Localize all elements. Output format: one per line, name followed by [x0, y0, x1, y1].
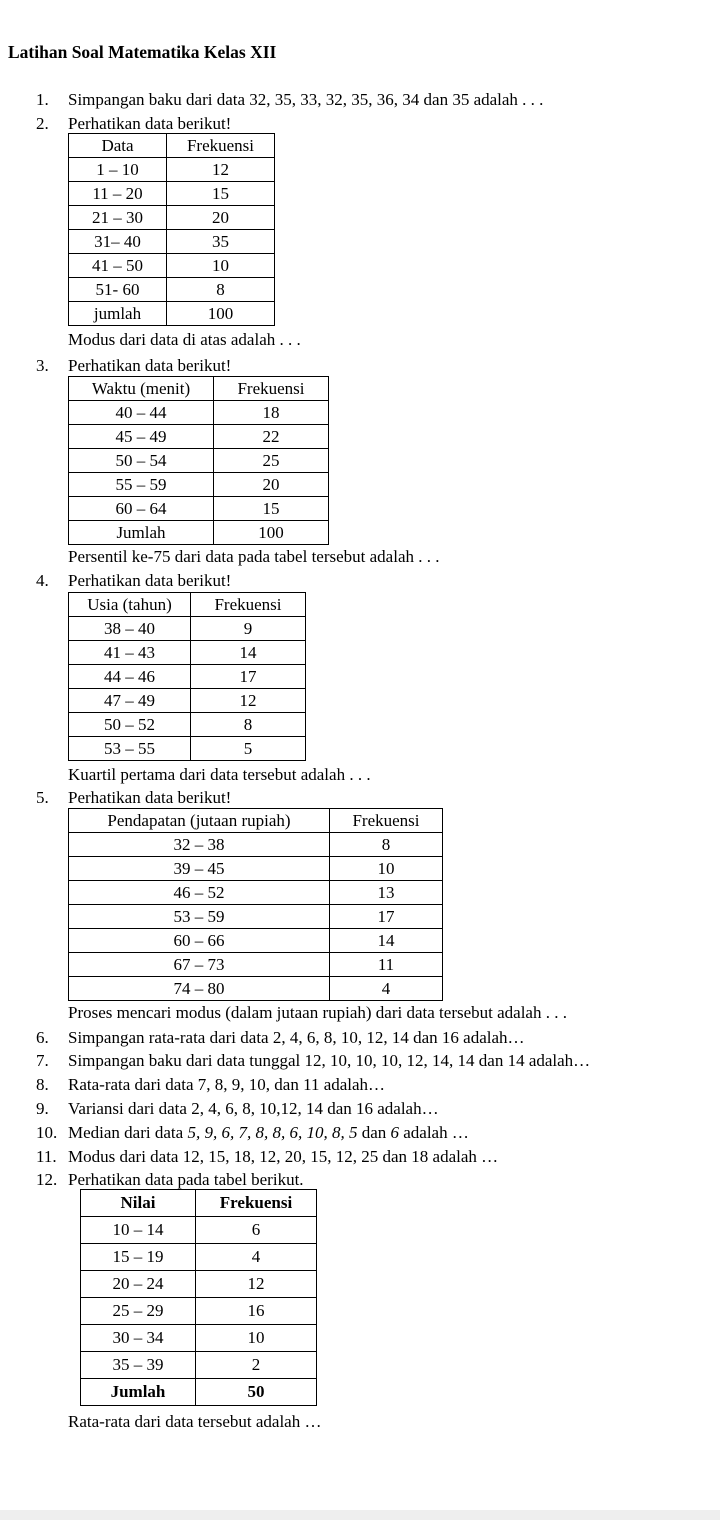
table-cell: Jumlah [69, 521, 214, 545]
table-row [69, 857, 443, 881]
column-header: Data [69, 134, 167, 158]
table-row [69, 881, 443, 905]
table-cell: 32 – 38 [69, 833, 330, 857]
table-row [69, 953, 443, 977]
question-data: 5, 9, 6, 7, 8, 8, 6, 10, 8, 5 [187, 1123, 358, 1142]
table-cell: 25 – 29 [81, 1298, 196, 1325]
table-cell: 4 [330, 977, 443, 1001]
question-number: 2. [36, 114, 49, 133]
table-cell: 10 [167, 254, 275, 278]
table-row [69, 497, 329, 521]
data-table-q4 [68, 592, 306, 761]
table-cell: 30 – 34 [81, 1325, 196, 1352]
table-row [69, 689, 306, 713]
table-cell: jumlah [69, 302, 167, 326]
table-row [69, 401, 329, 425]
table-cell: 50 – 54 [69, 449, 214, 473]
table-row [69, 641, 306, 665]
table-row [69, 737, 306, 761]
page-title: Latihan Soal Matematika Kelas XII [8, 42, 277, 62]
column-header: Waktu (menit) [69, 377, 214, 401]
table-row [69, 473, 329, 497]
question-prompt: Rata-rata dari data tersebut adalah … [68, 1412, 322, 1431]
question-prompt: Persentil ke-75 dari data pada tabel tersebut adalah . . . [68, 547, 440, 566]
data-table-q5 [68, 808, 443, 1001]
table-cell: 11 [330, 953, 443, 977]
table-cell: 10 [330, 857, 443, 881]
table-row [69, 833, 443, 857]
table-cell: 55 – 59 [69, 473, 214, 497]
question-number: 9. [36, 1099, 49, 1118]
question-3 [36, 354, 231, 378]
question-4 [36, 569, 231, 593]
table-cell: 53 – 59 [69, 905, 330, 929]
column-header: Pendapatan (jutaan rupiah) [69, 809, 330, 833]
table-cell: 10 – 14 [81, 1217, 196, 1244]
question-7 [36, 1049, 590, 1073]
column-header: Frekuensi [214, 377, 329, 401]
table-row [81, 1379, 317, 1406]
table-cell: 46 – 52 [69, 881, 330, 905]
question-intro: Perhatikan data berikut! [68, 114, 232, 133]
table-cell: 18 [214, 401, 329, 425]
question-9 [36, 1097, 439, 1121]
question-text: Variansi dari data 2, 4, 6, 8, 10,12, 14 dan 16 adalah… [68, 1099, 439, 1118]
question-number: 10. [36, 1123, 58, 1142]
data-table-q2 [68, 133, 275, 326]
question-number: 6. [36, 1028, 49, 1047]
table-row [69, 449, 329, 473]
table-cell: 2 [196, 1352, 317, 1379]
data-table-q3 [68, 376, 329, 545]
table-cell: 100 [214, 521, 329, 545]
question-text: Rata-rata dari data 7, 8, 9, 10, dan 11 adalah… [68, 1075, 386, 1094]
table-cell: 15 [167, 182, 275, 206]
table-cell: 51- 60 [69, 278, 167, 302]
question-prompt: Kuartil pertama dari data tersebut adalah . . . [68, 765, 371, 784]
table-cell: 22 [214, 425, 329, 449]
table-cell: 17 [330, 905, 443, 929]
question-number: 5. [36, 788, 49, 807]
question-intro: Perhatikan data berikut! [68, 788, 232, 807]
table-cell: 20 [167, 206, 275, 230]
table-row [81, 1325, 317, 1352]
table-cell: 12 [196, 1271, 317, 1298]
table-cell: 60 – 66 [69, 929, 330, 953]
table-cell: 20 [214, 473, 329, 497]
table-cell: 6 [196, 1217, 317, 1244]
table-row [69, 425, 329, 449]
table-row [69, 713, 306, 737]
question-number: 11. [36, 1147, 57, 1166]
question-number: 3. [36, 356, 49, 375]
table-cell: 13 [330, 881, 443, 905]
question-intro: Perhatikan data berikut! [68, 356, 232, 375]
table-cell: 12 [167, 158, 275, 182]
table-cell: 14 [330, 929, 443, 953]
question-number: 1. [36, 90, 49, 109]
table-cell: 8 [191, 713, 306, 737]
table-row [69, 182, 275, 206]
table-cell: 44 – 46 [69, 665, 191, 689]
table-cell: 41 – 50 [69, 254, 167, 278]
question-prompt: Modus dari data di atas adalah . . . [68, 330, 301, 349]
table-cell: 20 – 24 [81, 1271, 196, 1298]
question-text: adalah … [398, 1123, 469, 1142]
column-header: Nilai [81, 1190, 196, 1217]
column-header: Frekuensi [196, 1190, 317, 1217]
table-cell: 1 – 10 [69, 158, 167, 182]
table-row [81, 1298, 317, 1325]
table-row [81, 1352, 317, 1379]
question-number: 12. [36, 1170, 58, 1189]
question-number: 4. [36, 571, 49, 590]
table-cell: 8 [167, 278, 275, 302]
question-1 [36, 88, 543, 112]
table-cell: 50 – 52 [69, 713, 191, 737]
table-row [69, 302, 275, 326]
table-cell: 14 [191, 641, 306, 665]
table-cell: 50 [196, 1379, 317, 1406]
table-cell: 35 [167, 230, 275, 254]
table-cell: 5 [191, 737, 306, 761]
table-cell: 67 – 73 [69, 953, 330, 977]
table-row [69, 254, 275, 278]
table-cell: 9 [191, 617, 306, 641]
table-cell: 16 [196, 1298, 317, 1325]
table-row [69, 521, 329, 545]
column-header: Frekuensi [330, 809, 443, 833]
table-cell: 31– 40 [69, 230, 167, 254]
page-bottom-edge [0, 1510, 720, 1520]
question-data: 6 [390, 1123, 399, 1142]
question-11 [36, 1145, 498, 1169]
table-cell: 4 [196, 1244, 317, 1271]
question-text: Median dari data [68, 1123, 188, 1142]
table-row [69, 929, 443, 953]
table-cell: 15 [214, 497, 329, 521]
table-row [69, 977, 443, 1001]
table-cell: 25 [214, 449, 329, 473]
question-8 [36, 1073, 385, 1097]
question-intro: Perhatikan data berikut! [68, 571, 232, 590]
table-cell: 35 – 39 [81, 1352, 196, 1379]
table-cell: 10 [196, 1325, 317, 1352]
question-text: Modus dari data 12, 15, 18, 12, 20, 15, 12, 25 dan 18 adalah … [68, 1147, 499, 1166]
column-header: Frekuensi [191, 593, 306, 617]
table-row [81, 1217, 317, 1244]
table-row [69, 905, 443, 929]
question-intro: Perhatikan data pada tabel berikut. [68, 1170, 304, 1189]
question-text: Simpangan baku dari data 32, 35, 33, 32, 35, 36, 34 dan 35 adalah . . . [68, 90, 544, 109]
table-cell: 8 [330, 833, 443, 857]
table-cell: 100 [167, 302, 275, 326]
table-row [69, 230, 275, 254]
table-row [81, 1271, 317, 1298]
table-cell: Jumlah [81, 1379, 196, 1406]
data-table-q12 [80, 1189, 317, 1406]
table-cell: 39 – 45 [69, 857, 330, 881]
table-cell: 41 – 43 [69, 641, 191, 665]
table-cell: 40 – 44 [69, 401, 214, 425]
question-prompt: Proses mencari modus (dalam jutaan rupiah) dari data tersebut adalah . . . [68, 1003, 567, 1022]
question-text: Simpangan rata-rata dari data 2, 4, 6, 8, 10, 12, 14 dan 16 adalah… [68, 1028, 525, 1047]
table-cell: 74 – 80 [69, 977, 330, 1001]
question-5 [36, 786, 231, 810]
table-row [69, 665, 306, 689]
column-header: Usia (tahun) [69, 593, 191, 617]
table-cell: 60 – 64 [69, 497, 214, 521]
table-row [69, 158, 275, 182]
column-header: Frekuensi [167, 134, 275, 158]
table-row [69, 278, 275, 302]
table-cell: 53 – 55 [69, 737, 191, 761]
question-text: dan [357, 1123, 391, 1142]
question-6 [36, 1026, 525, 1050]
table-cell: 12 [191, 689, 306, 713]
table-row [81, 1244, 317, 1271]
question-number: 8. [36, 1075, 49, 1094]
table-cell: 38 – 40 [69, 617, 191, 641]
table-cell: 47 – 49 [69, 689, 191, 713]
question-10 [36, 1121, 469, 1145]
table-cell: 45 – 49 [69, 425, 214, 449]
table-row [69, 206, 275, 230]
question-number: 7. [36, 1051, 49, 1070]
table-row [69, 617, 306, 641]
table-cell: 17 [191, 665, 306, 689]
table-cell: 21 – 30 [69, 206, 167, 230]
table-cell: 15 – 19 [81, 1244, 196, 1271]
table-cell: 11 – 20 [69, 182, 167, 206]
question-text: Simpangan baku dari data tunggal 12, 10, 10, 10, 12, 14, 14 dan 14 adalah… [68, 1051, 591, 1070]
